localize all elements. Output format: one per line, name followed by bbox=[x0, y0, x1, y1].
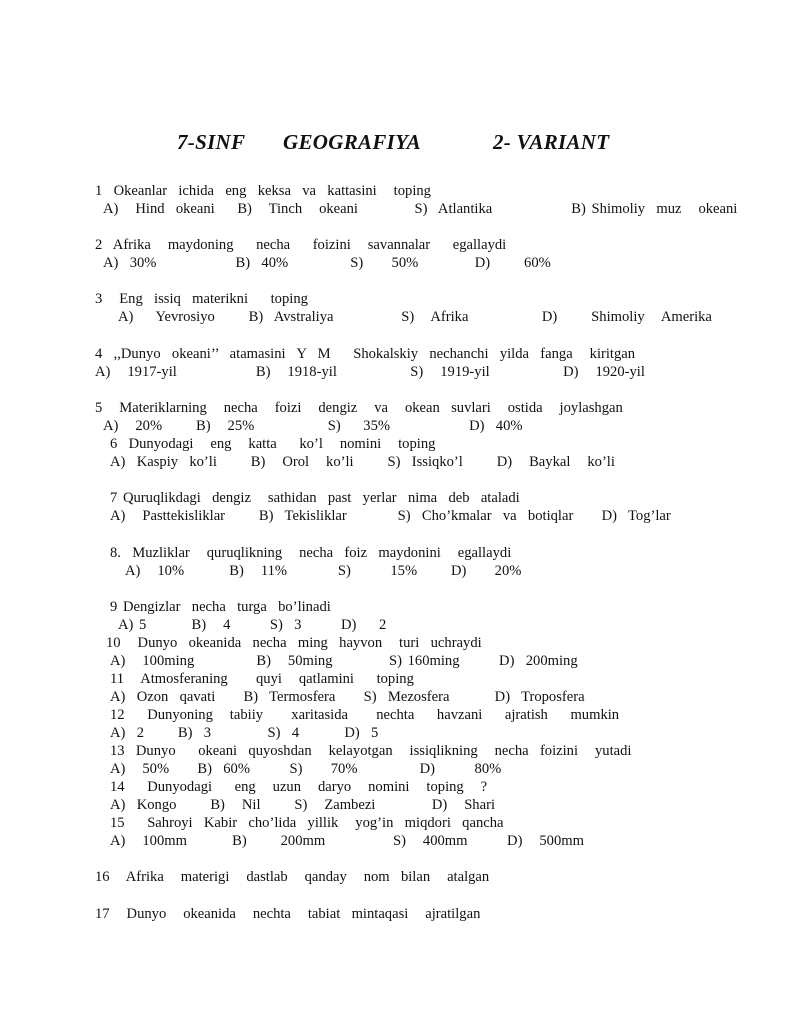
question-9-text: 9 Dengizlar necha turga bo’linadi bbox=[110, 599, 331, 615]
question-11-text: 11 Atmosferaning quyi qatlamini toping bbox=[110, 671, 414, 687]
grade-label: 7-SINF bbox=[177, 130, 246, 154]
question-15-options: A) 100mm B) 200mm S) 400mm D) 500mm bbox=[110, 833, 584, 849]
question-11-options: A) Ozon qavati B) Termosfera S) Mezosfera D) Troposfera bbox=[110, 689, 585, 705]
question-12-options: A) 2 B) 3 S) 4 D) 5 bbox=[110, 725, 379, 741]
question-8-text: 8. Muzliklar quruqlikning necha foiz maydonini egallaydi bbox=[110, 545, 512, 561]
question-3-options: A) Yevrosiyo B) Avstraliya S) Afrika D) Shimoliy Amerika bbox=[118, 309, 712, 325]
subject-label: GEOGRAFIYA bbox=[283, 130, 421, 154]
question-5-text: 5 Materiklarning necha foizi dengiz va okean suvlari ostida joylashgan bbox=[95, 400, 623, 416]
question-6-options: A) Kaspiy ko’li B) Orol ko’li S) Issiqko’l D) Baykal ko’li bbox=[110, 454, 615, 470]
question-12-text: 12 Dunyoning tabiiy xaritasida nechta havzani ajratish mumkin bbox=[110, 707, 620, 723]
question-13-options: A) 50% B) 60% S) 70% D) 80% bbox=[110, 761, 502, 777]
question-9-options: A) 5 B) 4 S) 3 D) 2 bbox=[118, 617, 387, 633]
question-13-text: 13 Dunyo okeani quyoshdan kelayotgan issiqlikning necha foizini yutadi bbox=[110, 743, 632, 759]
question-7-text: 7 Quruqlikdagi dengiz sathidan past yerlar nima deb ataladi bbox=[110, 490, 520, 506]
question-5-options: A) 20% B) 25% S) 35% D) 40% bbox=[103, 418, 523, 434]
question-14-text: 14 Dunyodagi eng uzun daryo nomini toping ? bbox=[110, 779, 488, 795]
page-title bbox=[0, 130, 800, 158]
question-10-text: 10 Dunyo okeanida necha ming hayvon turi uchraydi bbox=[106, 635, 482, 651]
question-14-options: A) Kongo B) Nil S) Zambezi D) Shari bbox=[110, 797, 495, 813]
question-7-options: A) Pasttekisliklar B) Tekisliklar S) Cho’kmalar va botiqlar D) Tog’lar bbox=[110, 508, 671, 524]
question-6-text: 6 Dunyodagi eng katta ko’l nomini toping bbox=[110, 436, 436, 452]
question-2-options: A) 30% B) 40% S) 50% D) 60% bbox=[103, 255, 551, 271]
question-4-text: 4 ,,Dunyo okeani’’ atamasini Y M Shokalskiy nechanchi yilda fanga kiritgan bbox=[95, 346, 636, 362]
question-1-options: A) Hind okeani B) Tinch okeani S) Atlantika B) Shimoliy muz okeani bbox=[103, 201, 738, 217]
question-1-text: 1 Okeanlar ichida eng keksa va kattasini toping bbox=[95, 183, 431, 199]
question-17-text: 17 Dunyo okeanida nechta tabiat mintaqasi ajratilgan bbox=[95, 906, 481, 922]
question-4-options: A) 1917-yil B) 1918-yil S) 1919-yil D) 1920-yil bbox=[95, 364, 645, 380]
question-10-options: A) 100ming B) 50ming S) 160ming D) 200ming bbox=[110, 653, 578, 669]
question-15-text: 15 Sahroyi Kabir cho’lida yillik yog’in miqdori qancha bbox=[110, 815, 504, 831]
variant-label: 2- VARIANT bbox=[493, 130, 610, 154]
question-8-options: A) 10% B) 11% S) 15% D) 20% bbox=[125, 563, 522, 579]
question-2-text: 2 Afrika maydoning necha foizini savannalar egallaydi bbox=[95, 237, 507, 253]
question-3-text: 3 Eng issiq materikni toping bbox=[95, 291, 308, 307]
question-16-text: 16 Afrika materigi dastlab qanday nom bilan atalgan bbox=[95, 869, 490, 885]
